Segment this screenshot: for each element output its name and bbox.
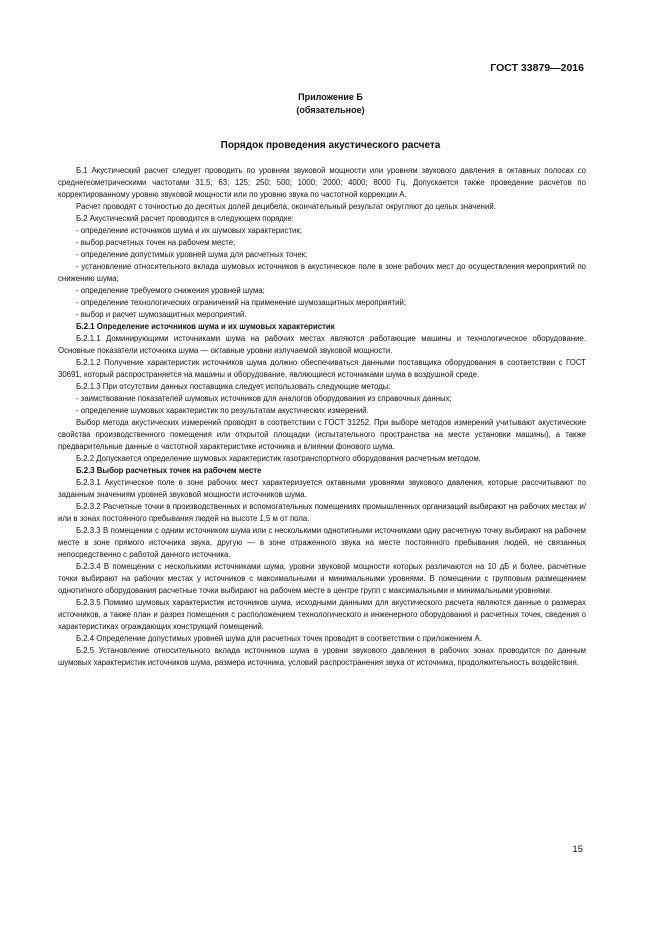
- paragraph: Б.2.3.2 Расчетные точки в производственных и вспомогательных помещениях промышленных организаций выбирают на рабочих местах и/или в зонах постоянного пребывания людей на высоте 1,5 м от пола.: [58, 502, 586, 523]
- list-item: - определение требуемого снижения уровней шума;: [76, 286, 265, 295]
- paragraph: Б.2.3.3 В помещении с одним источником шума или с несколькими однотипными источниками одну расчетную точку выбирают на рабочем месте в зоне прямого источника звука, другую — в зоне отраженного звука на месте постоянного пребывания людей, не связанных непосредственно с работой данного источника.: [58, 526, 586, 559]
- paragraph: Б.2.3.1 Акустическое поле в зоне рабочих мест характеризуется октавными уровнями звукового давления, которые рассчитывают по заданным значениям уровней звуковой мощности источников шума.: [58, 478, 586, 499]
- list-item: - определение технологических ограничений на применение шумозащитных мероприятий;: [76, 298, 406, 307]
- appendix-status: (обязательное): [296, 105, 365, 115]
- page-number: 15: [572, 844, 583, 855]
- paragraph: Б.2 Акустический расчет проводится в следующем порядке:: [76, 214, 294, 223]
- paragraph: Б.2.4 Определение допустимых уровней шума для расчетных точек проводят в соответствии с приложением А.: [76, 634, 482, 643]
- paragraph: Б.2.1.1 Доминирующими источниками шума на рабочих местах являются работающие машины и технологическое оборудование. Основные показатели источника шума — октавные уровни излучаемой звуковой мощности.: [58, 334, 586, 355]
- paragraph: Б.2.3.5 Помимо шумовых характеристик источников шума, исходными данными для акустического расчета являются данные о размерах источников, а также план и разрез помещения с расположением технологического и инженерного оборудования и расчетных точек, сведения о характеристиках ограждающих конструкций помещений.: [58, 598, 586, 631]
- list-item: - выбор расчетных точек на рабочем месте;: [76, 238, 236, 247]
- paragraph: Расчет проводят с точностью до десятых долей децибела, окончательный результат округляют до целых значений.: [76, 202, 496, 211]
- appendix-heading: [0, 91, 661, 117]
- subsection-heading: Б.2.1 Определение источников шума и их шумовых характеристик: [76, 322, 335, 331]
- paragraph: Б.2.1.3 При отсутствии данных поставщика следует использовать следующие методы:: [76, 382, 391, 391]
- list-item: - заимствование показателей шумовых источников для аналогов оборудования из справочных данных;: [76, 394, 452, 403]
- section-title: Порядок проведения акустического расчета: [220, 140, 441, 151]
- list-item: - выбор и расчет шумозащитных мероприятий.: [76, 310, 247, 319]
- paragraph: Выбор метода акустических измерений проводят в соответствии с ГОСТ 31252. При выборе методов измерений учитывают акустические свойства производственного помещения или открытой площадки (испытательного пространства на месте установки машины), а также предварительные данные о частотной характеристике источника и влиянии фонового шума.: [58, 418, 586, 451]
- paragraph: Б.2.2 Допускается определение шумовых характеристик газотранспортного оборудования расчетным методом.: [76, 454, 481, 463]
- body-text: [58, 165, 586, 669]
- list-item: - определение источников шума и их шумовых характеристик;: [76, 226, 302, 235]
- appendix-label: Приложение Б: [298, 92, 363, 102]
- paragraph: Б.2.5 Установление относительного вклада источников шума в уровни звукового давления в рабочих зонах проводится по данным шумовых характеристик источников шума, размера источника, условий распространения звука от источника, продолжительность воздействия.: [58, 646, 586, 667]
- subsection-heading: Б.2.3 Выбор расчетных точек на рабочем месте: [76, 466, 262, 475]
- list-item: - определение шумовых характеристик по результатам акустических измерений.: [76, 406, 369, 415]
- paragraph: Б.2.1.2 Получение характеристик источников шума должно обеспечиваться данными поставщика оборудования в соответствии с ГОСТ 30691, который распространяется на машины и оборудование, являющиеся источниками шума в воздушной среде.: [58, 358, 586, 379]
- list-item: - определение допустимых уровней шума для расчетных точек;: [76, 250, 308, 259]
- list-item: - установление относительного вклада шумовых источников в акустическое поле в зоне рабочих мест до осуществления мероприятий по снижению шума;: [58, 262, 586, 283]
- standard-designation: ГОСТ 33879—2016: [490, 62, 584, 74]
- paragraph: Б.2.3.4 В помещении с несколькими источниками шума, уровни звуковой мощности которых различаются на 10 дБ и более, расчетные точки выбирают на рабочих местах у источников с максимальными и минимальными уровнями. В помещении с групповым размещением однотипного оборудования расчетные точки выбирают на рабочем месте в центре групп с максимальными и минимальными уровнями.: [58, 562, 586, 595]
- paragraph: Б.1 Акустический расчет следует проводить по уровням звуковой мощности или уровням звукового давления в октавных полосах со среднегеометрическими частотами 31,5; 63; 125; 250; 500; 1000; 2000; 4000; 8000 Гц. Допускается также проведение расчетов по корректированному уровню звуковой мощности или по уровню звука по частотной коррекции А.: [58, 166, 586, 199]
